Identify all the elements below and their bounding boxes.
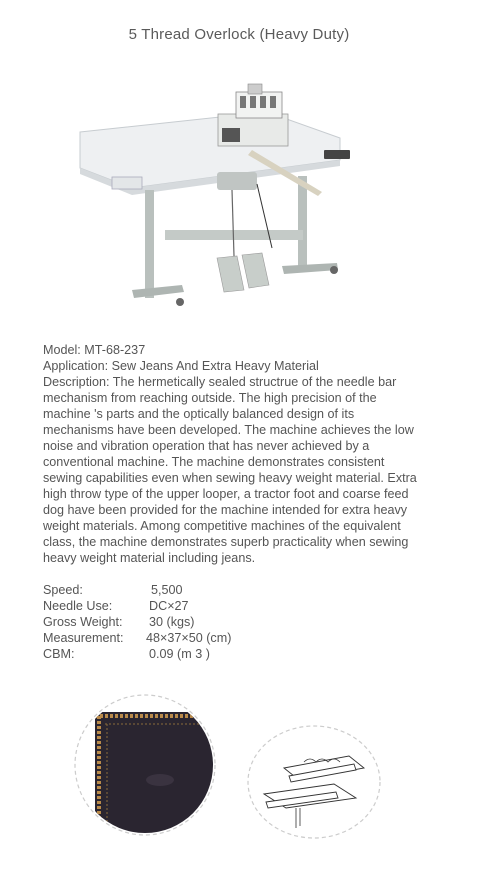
spec-label: CBM: [43,647,75,661]
spec-row-needle [43,598,231,614]
model-line: Model: MT-68-237 [43,343,146,357]
stitch-detail-image [70,690,220,840]
spec-value: 48×37×50 (cm) [146,631,232,645]
spec-label: Speed: [43,583,83,597]
spec-row-weight [43,614,231,630]
description-text: Description: The hermetically sealed structrue of the needle bar mechanism from reaching outside. The high precision of the machine 's parts and the optically balanced design of its mechanisms have been developed. The machine achieves the low noise and vibration operation that has never achieved by a conventional machine. The machine demonstrates consistent sewing capabilities even when sewing heavy weight material. Extra high throw type of the upper looper, a tractor foot and coarse feed dog have been provided for the machine intended for extra heavy weight materials. Among competitive machines of the equivalent class, the machine demonstrates superb practicality when sewing heavy weight material including jeans. [43,375,417,565]
spec-label: Gross Weight: [43,615,123,629]
application-line: Application: Sew Jeans And Extra Heavy Material [43,359,319,373]
spec-value: 5,500 [151,583,183,597]
spec-value: DC×27 [149,599,189,613]
spec-label: Needle Use: [43,599,113,613]
looper-diagram-image [244,722,384,842]
spec-list [43,582,231,662]
product-description [43,342,423,566]
page-title: 5 Thread Overlock (Heavy Duty) [128,26,350,43]
spec-value: 30 (kgs) [149,615,195,629]
spec-row-cbm [43,646,231,662]
spec-row-speed [43,582,231,598]
spec-label: Measurement: [43,631,124,645]
product-image [72,80,372,315]
spec-value: 0.09 (m 3 ) [149,647,210,661]
spec-row-measurement [43,630,231,646]
